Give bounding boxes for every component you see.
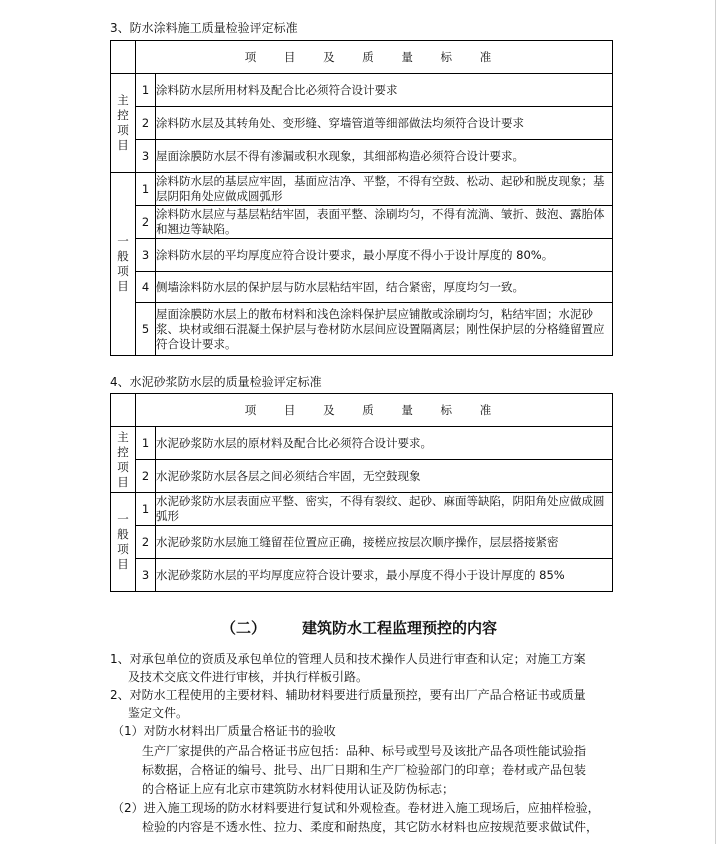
paragraph-line: 标数据，合格证的编号、批号、出厂日期和生产厂检验部门的印章；卷材或产品包装	[142, 763, 587, 777]
paragraph-line: 检验的内容是不透水性、拉力、柔度和耐热度，其它防水材料也应按规范要求做试件，	[142, 820, 599, 834]
paragraph-line: 1、对承包单位的资质及承包单位的管理人员和技术操作人员进行审查和认定；对施工方案	[110, 652, 586, 666]
item-text: 屋面涂膜防水层上的散布材料和浅色涂料保护层应铺散或涂刷均匀，粘结牢固；水泥砂浆、块材或细石混凝土保护层与卷材防水层间应设置隔离层；刚性保护层的分格缝留置应符合设计要求。	[156, 303, 613, 356]
section4-title: 4、水泥砂浆防水层的质量检验评定标准	[110, 375, 322, 389]
item-number: 1	[136, 493, 156, 526]
item-text: 屋面涂膜防水层不得有渗漏或积水现象，其细部构造必须符合设计要求。	[156, 140, 613, 173]
item-number: 2	[136, 526, 156, 559]
paragraph-line: （2）进入施工现场的防水材料要进行复试和外观检查。卷材进入施工现场后，应抽样检验，	[112, 801, 600, 815]
item-text: 水泥砂浆防水层施工缝留茬位置应正确，接槎应按层次顺序操作，层层搭接紧密	[156, 526, 613, 559]
paragraph-line: 2、对防水工程使用的主要材料、辅助材料要进行质量预控，要有出厂产品合格证书或质量	[110, 688, 586, 702]
section2-heading	[0, 619, 718, 637]
item-text: 侧墙涂料防水层的保护层与防水层粘结牢固，结合紧密，厚度均匀一致。	[156, 272, 613, 303]
item-number: 3	[136, 140, 156, 173]
paragraph-line: 的合格证上应有北京市建筑防水材料使用认证及防伪标志；	[142, 782, 455, 796]
item-number: 5	[136, 303, 156, 356]
item-number: 1	[136, 173, 156, 206]
section3-title: 3、防水涂料施工质量检验评定标准	[110, 21, 298, 35]
item-number: 2	[136, 460, 156, 493]
item-text: 涂料防水层所用材料及配合比必须符合设计要求	[156, 74, 613, 107]
table-header: 项 目 及 质 量 标 准	[136, 394, 613, 427]
paragraph-line: 及技术交底文件进行审核，并执行样板引路。	[128, 670, 369, 684]
item-text: 涂料防水层的平均厚度应符合设计要求，最小厚度不得小于设计厚度的 80%。	[156, 239, 613, 272]
item-text: 涂料防水层应与基层粘结牢固，表面平整、涂刷均匀，不得有流淌、皱折、鼓泡、露胎体和翘边等缺陷。	[156, 206, 613, 239]
header-corner	[111, 41, 136, 74]
item-number: 4	[136, 272, 156, 303]
paragraph-line: 鉴定文件。	[128, 706, 189, 720]
page-edge	[715, 0, 716, 844]
paragraph-line: 生产厂家提供的产品合格证书应包括：品种、标号或型号及该批产品各项性能试验指	[142, 744, 587, 758]
item-number: 1	[136, 427, 156, 460]
item-text: 水泥砂浆防水层的平均厚度应符合设计要求，最小厚度不得小于设计厚度的 85%	[156, 559, 613, 592]
item-number: 3	[136, 239, 156, 272]
section2-number: （二）	[220, 619, 266, 637]
section4-table	[110, 393, 613, 592]
item-text: 水泥砂浆防水层表面应平整、密实，不得有裂纹、起砂、麻面等缺陷，阴阳角处应做成圆弧形	[156, 493, 613, 526]
paragraph-line: （1）对防水材料出厂质量合格证书的验收	[112, 724, 336, 738]
section3-table	[110, 40, 613, 356]
item-number: 1	[136, 74, 156, 107]
item-text: 涂料防水层的基层应牢固，基面应洁净、平整，不得有空鼓、松动、起砂和脱皮现象；基层阴阳角处应做成圆弧形	[156, 173, 613, 206]
item-number: 2	[136, 107, 156, 140]
header-corner	[111, 394, 136, 427]
main-control-group-label: 主 控 项 目	[111, 427, 136, 493]
general-group-label: 一 般 项 目	[111, 173, 136, 356]
item-number: 3	[136, 559, 156, 592]
item-text: 水泥砂浆防水层的原材料及配合比必须符合设计要求。	[156, 427, 613, 460]
section2-title: 建筑防水工程监理预控的内容	[302, 619, 498, 637]
general-group-label: 一 般 项 目	[111, 493, 136, 592]
main-control-group-label: 主 控 项 目	[111, 74, 136, 173]
item-number: 2	[136, 206, 156, 239]
table-header: 项 目 及 质 量 标 准	[136, 41, 613, 74]
item-text: 涂料防水层及其转角处、变形缝、穿墙管道等细部做法均须符合设计要求	[156, 107, 613, 140]
item-text: 水泥砂浆防水层各层之间必须结合牢固，无空鼓现象	[156, 460, 613, 493]
